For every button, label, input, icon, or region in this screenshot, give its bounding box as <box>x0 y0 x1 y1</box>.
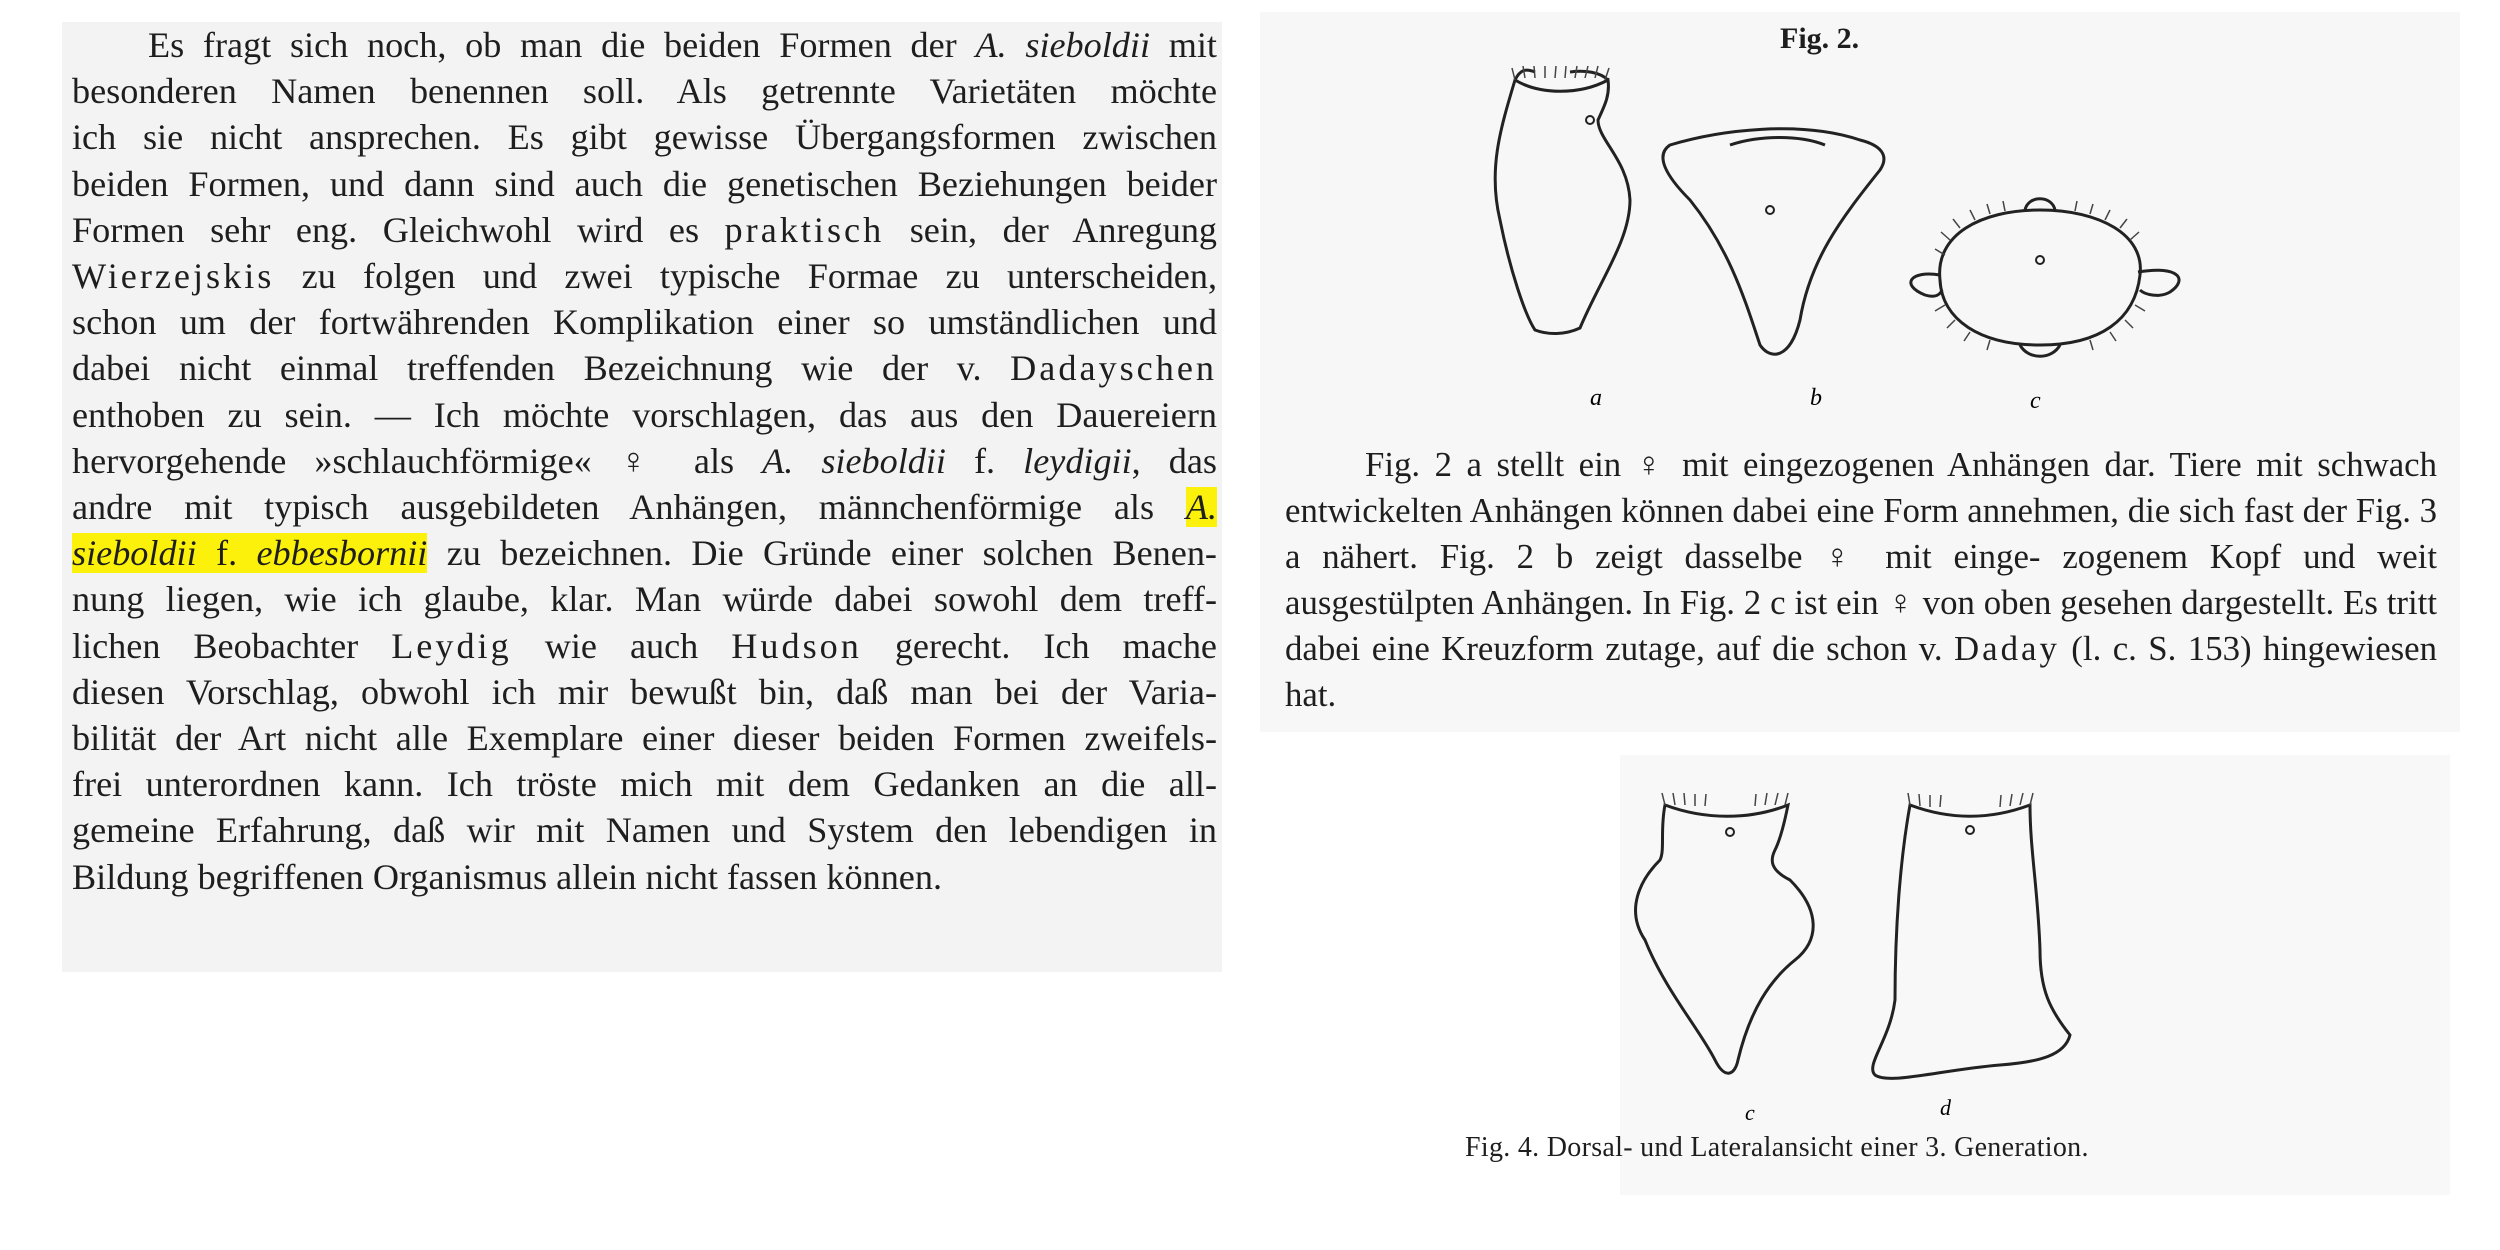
text-line: Formen sehr eng. Gleichwohl wird es praktisch sein, der Anregung <box>72 209 1218 250</box>
figure-4-label-d: d <box>1940 1095 1951 1120</box>
text-line: ich sie nicht ansprechen. Es gibt gewisse Übergangsformen zwischen <box>72 117 1217 158</box>
figure-2-title: Fig. 2. <box>1780 22 1860 55</box>
figure-2-label-b: b <box>1810 385 1822 411</box>
text-line: Bildung begriffenen Organismus allein nicht fassen können. <box>72 856 943 897</box>
text-line: besonderen Namen benennen soll. Als getrennte Varietäten möchte <box>72 71 1217 112</box>
text-line: lichen Beobachter Leydig wie auch Hudson gerecht. Ich mache <box>72 625 1217 666</box>
text-line: nung liegen, wie ich glaube, klar. Man würde dabei sowohl dem treff- <box>72 579 1217 620</box>
figure-4c-organism <box>1636 805 1814 1073</box>
figure-4-label-c: c <box>1745 1100 1755 1125</box>
figure-2c-organism <box>1940 210 2141 345</box>
figure-4d-organism <box>1873 805 2070 1078</box>
text-line: Wierzejskis zu folgen und zwei typische Formae zu unterscheiden, <box>72 256 1217 297</box>
text-line: sieboldii f. ebbesbornii zu bezeichnen. Die Gründe einer solchen Benen- <box>72 533 1217 574</box>
text-line: beiden Formen, und dann sind auch die genetischen Beziehungen beider <box>72 163 1217 204</box>
figure-2-label-c: c <box>2030 388 2041 414</box>
text-line: andre mit typisch ausgebildeten Anhängen, männchenförmige als A. <box>72 487 1217 528</box>
text-line: hervorgehende »schlauchförmige« ♀ als A. sieboldii f. leydigii, das <box>72 440 1217 481</box>
text-line: schon um der fortwährenden Komplikation einer so umständlichen und <box>72 302 1217 343</box>
text-line: frei unterordnen kann. Ich tröste mich mit dem Gedanken an die all- <box>72 764 1217 805</box>
highlighted-species-name: sieboldii f. ebbesbornii <box>72 533 428 574</box>
text-line: Es fragt sich noch, ob man die beiden Formen der A. sieboldii mit <box>148 25 1217 65</box>
text-line: gemeine Erfahrung, daß wir mit Namen und System den lebendigen in <box>72 810 1217 851</box>
figure-4-drawing <box>1620 780 2140 1130</box>
figure-2a-organism <box>1495 80 1630 334</box>
text-line: enthoben zu sein. — Ich möchte vorschlagen, das aus den Dauereiern <box>72 394 1217 435</box>
figure-4-caption: Fig. 4. Dorsal- und Lateralansicht einer 3. Generation. <box>1465 1132 2089 1163</box>
highlighted-species-name: A. <box>1185 487 1217 528</box>
text-line: bilität der Art nicht alle Exemplare einer dieser beiden Formen zweifels- <box>72 718 1217 759</box>
figure-2b-organism <box>1663 129 1884 354</box>
figure-2-label-a: a <box>1590 385 1602 411</box>
text-line: dabei nicht einmal treffenden Bezeichnung wie der v. Dadayschen <box>72 348 1217 389</box>
figure-2-caption: Fig. 2 a stellt ein ♀ mit eingezogenen Anhängen dar. Tiere mit schwach entwickelten Anhängen können dabei eine Form annehmen, die sich fast der Fig. 3 a nähert. Fig. 2 b zeigt dasselbe ♀ mit einge- zogenem Kopf und weit ausgestülpten Anhängen. In Fig. 2 c ist ein ♀ von oben gesehen dargestellt. Es tritt dabei eine Kreuzform zutage, auf die schon v. Daday (l. c. S. 153) hingewiesen hat. <box>1285 445 2438 714</box>
text-line: diesen Vorschlag, obwohl ich mir bewußt bin, daß man bei der Varia- <box>72 671 1217 712</box>
figure-2-drawing <box>1480 60 2200 420</box>
body-text <box>72 22 1217 900</box>
